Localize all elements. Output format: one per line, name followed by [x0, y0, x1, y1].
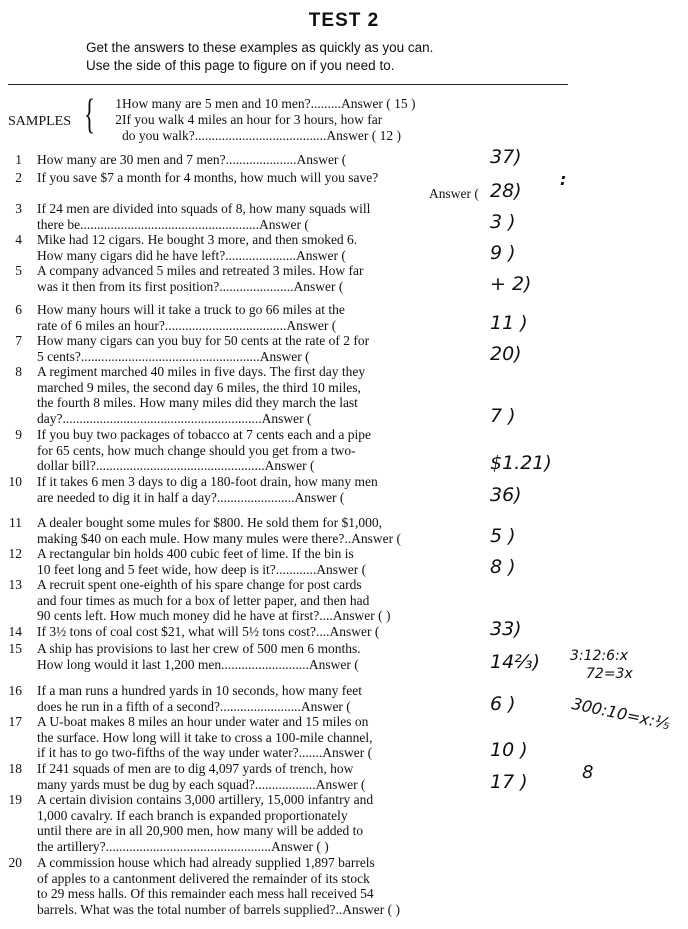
question-text: 5 cents?.....................................................Answer ( [37, 348, 310, 364]
question-number: 14 [8, 624, 22, 639]
question-number: 20 [8, 855, 22, 870]
page-title: TEST 2 [308, 10, 380, 31]
question-number: 9 [15, 427, 22, 442]
question-text: If you save $7 a month for 4 months, how much will you save? [37, 170, 379, 185]
handwritten-answer: 5 ) [490, 524, 516, 547]
question-text: If it takes 6 men 3 days to dig a 180-foot drain, how many men [37, 474, 378, 489]
question-number: 12 [8, 546, 22, 561]
question-text: marched 9 miles, the second day 6 miles, the third 10 miles, [37, 379, 361, 395]
question-text: Mike had 12 cigars. He bought 3 more, and then smoked 6. [37, 232, 358, 247]
question-text: If 241 squads of men are to dig 4,097 yards of trench, how [37, 761, 354, 776]
handwritten-answer: 36) [490, 483, 522, 506]
question-text: of apples to a cantonment delivered the remainder of its stock [37, 870, 370, 886]
question-text: are needed to dig it in half a day?.......................Answer ( [37, 489, 345, 505]
question-text: If 3½ tons of coal cost $21, what will 5½ tons cost?....Answer ( [37, 624, 380, 639]
handwritten-answer: 10 ) [490, 739, 528, 762]
question-text: was it then from its first position?......................Answer ( [37, 278, 344, 294]
instruction-line-2: Use the side of this page to figure on if you need to. [86, 58, 395, 73]
handwritten-answer: $1.21) [490, 452, 552, 475]
question-text: A certain division contains 3,000 artillery, 15,000 infantry and [37, 792, 374, 807]
question-text: A company advanced 5 miles and retreated 3 miles. How far [37, 263, 364, 278]
handwritten-answer: 6 ) [490, 692, 516, 715]
question-text: the fourth 8 miles. How many miles did they march the last [37, 395, 358, 411]
question-number: 3 [15, 201, 22, 216]
handwritten-answer: 37) [490, 146, 522, 168]
question-number: 8 [15, 364, 22, 379]
sample-number: 2 [115, 112, 122, 127]
margin-note: 3:12:6:x [570, 648, 629, 664]
handwritten-answer: 17 ) [490, 770, 528, 793]
samples-brace: { [84, 92, 96, 138]
question-text: day?...........................................................Answer ( [37, 411, 312, 427]
question-text: 10 feet long and 5 feet wide, how deep is it?............Answer ( [37, 561, 367, 577]
question-text: barrels. What was the total number of barrels supplied?..Answer ( ) [37, 902, 401, 918]
question-text: A U-boat makes 8 miles an hour under water and 15 miles on [37, 714, 369, 729]
sample-text: If you walk 4 miles an hour for 3 hours, how far [122, 112, 383, 127]
question-text: if it has to go two-fifths of the way under water?.......Answer ( [37, 745, 373, 761]
question-number: 2 [15, 170, 22, 185]
handwritten-answer: 11 ) [490, 311, 528, 334]
question-text: until there are in all 20,900 men, how many will be added to [37, 823, 364, 839]
question-number: 1 [15, 152, 22, 167]
question-text: If 24 men are divided into squads of 8, how many squads will [37, 201, 371, 216]
handwritten-answer: 14⅔) [490, 650, 541, 673]
handwritten-answer: 8 ) [490, 555, 516, 578]
margin-note: 300:10=x:⅕ [570, 694, 672, 734]
question-number: 7 [15, 333, 22, 348]
question-number: 4 [15, 232, 22, 247]
margin-note: : [560, 170, 567, 189]
sample-text: How many are 5 men and 10 men?.........Answer ( 15 ) [122, 96, 416, 111]
handwritten-answer: + 2) [490, 272, 532, 295]
question-text: many yards must be dug by each squad?..................Answer ( [37, 776, 366, 792]
question-text: rate of 6 miles an hour?....................................Answer ( [37, 317, 337, 333]
question-number: 5 [15, 263, 22, 278]
question-number: 16 [8, 683, 22, 698]
margin-note: 8 [582, 762, 594, 783]
divider-rule [8, 84, 568, 85]
question-text: making $40 on each mule. How many mules were there?..Answer ( [37, 530, 402, 546]
question-number: 15 [8, 641, 22, 656]
question-number: 18 [8, 761, 22, 776]
question-text: and four times as much for a box of letter paper, and then had [37, 592, 370, 608]
question-text: for 65 cents, how much change should you get from a two- [37, 442, 356, 458]
question-text: the surface. How long will it take to cross a 100-mile channel, [37, 729, 373, 745]
question-number: 17 [8, 714, 22, 729]
question-text: dollar bill?..................................................Answer ( [37, 458, 315, 474]
handwritten-answer: 3 ) [490, 210, 516, 233]
question-text: the artillery?.................................................Answer ( ) [37, 839, 329, 855]
question-text: How many cigars can you buy for 50 cents at the rate of 2 for [37, 333, 370, 348]
sample-text: do you walk?.......................................Answer ( 12 ) [122, 128, 401, 143]
question-text: If a man runs a hundred yards in 10 seconds, how many feet [37, 683, 363, 698]
handwritten-answer: 7 ) [490, 405, 516, 428]
question-text: How many are 30 men and 7 men?.....................Answer ( [37, 152, 347, 167]
question-text: How many cigars did he have left?.....................Answer ( [37, 247, 346, 263]
question-text: there be.....................................................Answer ( [37, 216, 309, 232]
question-text: to 29 mess halls. Of this remainder each mess hall received 54 [37, 886, 374, 902]
handwritten-answer: 28) [490, 179, 522, 202]
samples-label: SAMPLES [8, 114, 72, 129]
handwritten-answer: 9 ) [490, 241, 516, 264]
question-text: How many hours will it take a truck to go 66 miles at the [37, 302, 345, 317]
handwritten-answer: 33) [490, 618, 522, 640]
question-number: 19 [8, 792, 22, 807]
question-text: A regiment marched 40 miles in five days. The first day they [37, 364, 366, 379]
question-text: A rectangular bin holds 400 cubic feet of lime. If the bin is [37, 546, 354, 561]
question-number: 10 [8, 474, 22, 489]
handwritten-answer: 20) [490, 342, 522, 365]
question-number: 11 [9, 515, 22, 530]
question-text: 1,000 cavalry. If each branch is expanded proportionately [37, 807, 348, 823]
question-text: A commission house which had already supplied 1,897 barrels [37, 855, 375, 870]
question-text: If you buy two packages of tobacco at 7 cents each and a pipe [37, 427, 371, 442]
question-text: A dealer bought some mules for $800. He sold them for $1,000, [37, 515, 382, 530]
question-text: A recruit spent one-eighth of his spare change for post cards [37, 577, 362, 592]
question-number: 13 [8, 577, 22, 592]
question-number: 6 [15, 302, 22, 317]
margin-note: 72=3x [586, 666, 633, 682]
question-text: A ship has provisions to last her crew of 500 men 6 months. [37, 641, 361, 656]
question-text: Answer ( [429, 185, 479, 201]
question-text: does he run in a fifth of a second?........................Answer ( [37, 698, 351, 714]
question-text: 90 cents left. How much money did he have at first?....Answer ( ) [37, 608, 391, 624]
question-text: How long would it last 1,200 men..........................Answer ( [37, 656, 359, 672]
sample-number: 1 [115, 96, 122, 111]
instruction-line-1: Get the answers to these examples as quickly as you can. [86, 40, 434, 55]
